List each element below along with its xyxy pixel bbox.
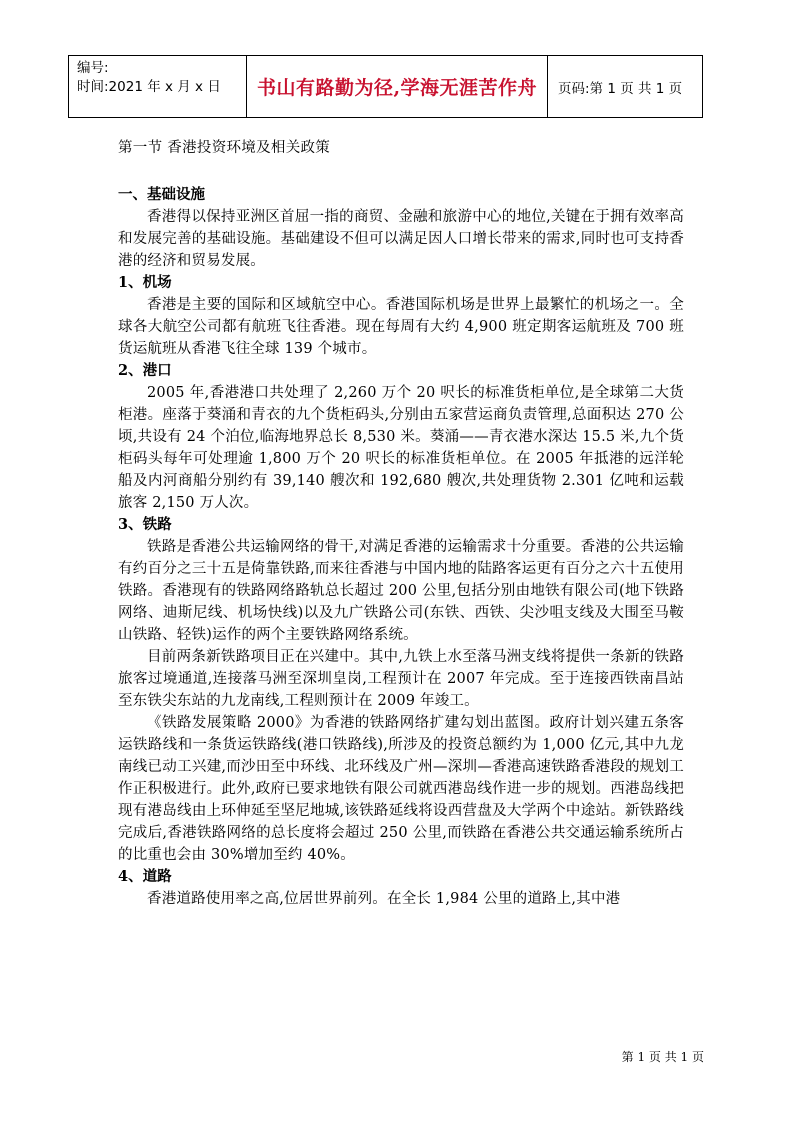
paragraph-roads: 香港道路使用率之高,位居世界前列。在全长 1,984 公里的道路上,其中港: [147, 891, 621, 907]
heading-airport: 1、机场: [118, 274, 172, 291]
page-footer: 第 1 页 共 1 页: [621, 1050, 704, 1064]
heading-roads: 4、道路: [118, 868, 172, 885]
section-title: 第一节 香港投资环境及相关政策: [118, 140, 331, 156]
spacer: [118, 159, 684, 184]
number-label: 编号:: [77, 60, 109, 76]
paragraph-infrastructure: 香港得以保持亚洲区首屈一指的商贸、金融和旅游中心的地位,关键在于拥有效率高和发展完善的基础设施。基础建设不但可以满足因人口增长带来的需求,同时也可支持香港的经济和贸易发展。: [118, 209, 684, 269]
paragraph-railway-1: 铁路是香港公共运输网络的骨干,对满足香港的运输需求十分重要。香港的公共运输有约百分之三十五是倚靠铁路,而来往香港与中国内地的陆路客运更有百分之六十五使用铁路。香港现有的铁路网络路轨总长超过 200 公里,包括分别由地铁有限公司(地下铁路网络、迪斯尼线、机场快线)以及九广铁路公司(东铁、西铁、尖沙咀支线及大围至马鞍山铁路、轻铁)运作的两个主要铁路网络系统。: [118, 539, 684, 643]
heading-railway: 3、铁路: [118, 516, 172, 533]
paragraph-port: 2005 年,香港港口共处理了 2,260 万个 20 呎长的标准货柜单位,是全球第二大货柜港。座落于葵涌和青衣的九个货柜码头,分别由五家营运商负责管理,总面积达 270 公顷,共设有 24 个泊位,临海地界总长 8,530 米。葵涌——青衣港水深达 15.5 米,九个货柜码头每年可处理逾 1,800 万个 20 呎长的标准货柜单位。在 2005 年抵港的远洋轮船及内河商船分别约有 39,140 艘次和 192,680 艘次,共处理货物 2.301 亿吨和运载旅客 2,150 万人次。: [118, 385, 684, 511]
header-table: [68, 55, 703, 118]
heading-port: 2、港口: [118, 362, 172, 379]
heading-infrastructure: 一、基础设施: [118, 186, 205, 203]
paragraph-airport: 香港是主要的国际和区域航空中心。香港国际机场是世界上最繁忙的机场之一。全球各大航空公司都有航班飞往香港。现在每周有大约 4,900 班定期客运航班及 700 班货运航班从香港飞往全球 139 个城市。: [118, 297, 684, 357]
motto-text: 书山有路勤为径,学海无涯苦作舟: [247, 56, 548, 118]
document-body: [118, 137, 684, 910]
time-label: 时间:2021 年 x 月 x 日: [77, 79, 221, 95]
paragraph-railway-2: 目前两条新铁路项目正在兴建中。其中,九铁上水至落马洲支线将提供一条新的铁路旅客过境通道,连接落马洲至深圳皇岗,工程预计在 2007 年完成。至于连接西铁南昌站至东铁尖东站的九龙南线,工程则预计在 2009 年竣工。: [118, 649, 684, 709]
paragraph-railway-3: 《铁路发展策略 2000》为香港的铁路网络扩建勾划出蓝图。政府计划兴建五条客运铁路线和一条货运铁路线(港口铁路线),所涉及的投资总额约为 1,000 亿元,其中九龙南线已动工兴建,而沙田至中环线、北环线及广州—深圳—香港高速铁路香港段的规划工作正积极进行。此外,政府已要求地铁有限公司就西港岛线作进一步的规划。西港岛线把现有港岛线由上环伸延至坚尼地城,该铁路延线将设西营盘及大学两个中途站。新铁路线完成后,香港铁路网络的总长度将会超过 250 公里,而铁路在香港公共交通运输系统所占的比重也会由 30%增加至约 40%。: [118, 715, 684, 863]
header-meta-cell: [69, 56, 247, 118]
page-info: 页码:第 1 页 共 1 页: [548, 56, 703, 118]
